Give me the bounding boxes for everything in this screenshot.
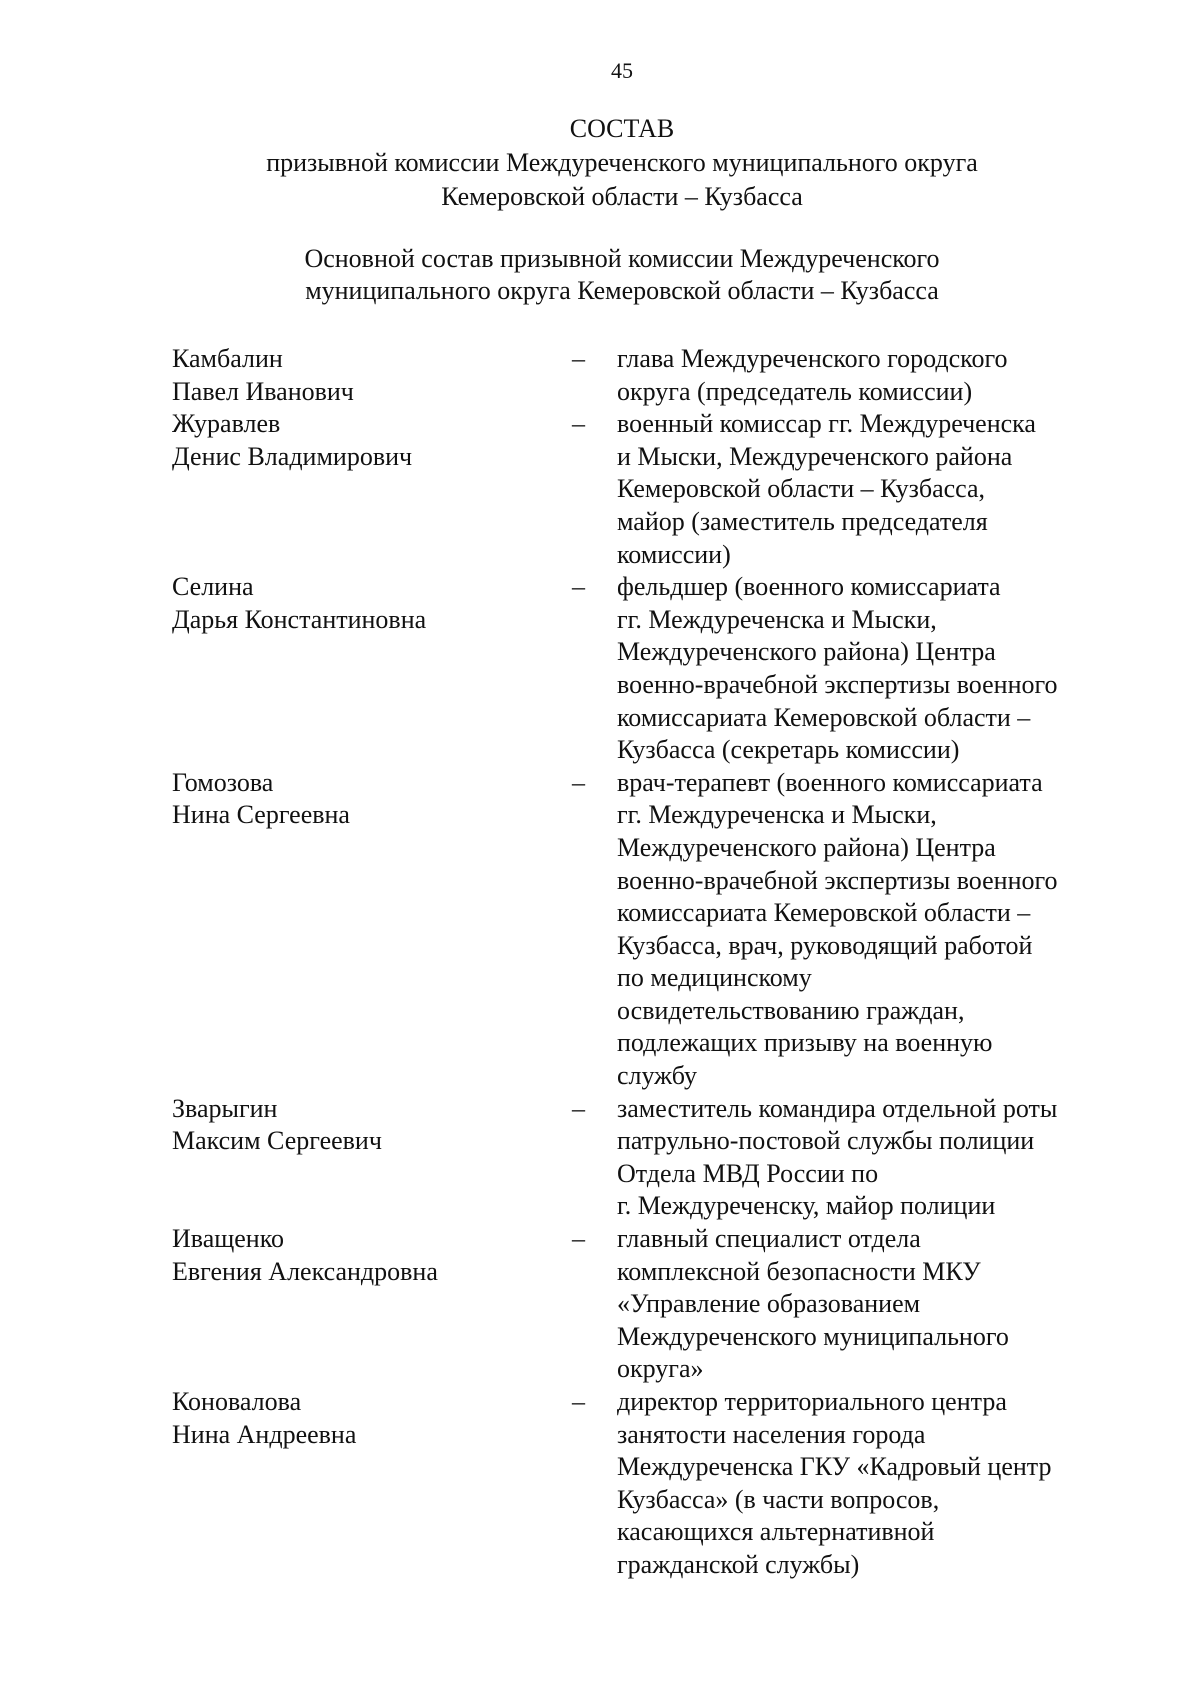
member-role-line: гг. Междуреченска и Мыски,: [617, 800, 937, 830]
member-role-line: гражданской службы): [617, 1549, 860, 1579]
member-role-line: врач-терапевт (военного комиссариата: [617, 767, 1043, 797]
member-role-line: округа»: [617, 1354, 704, 1384]
dash-separator: –: [572, 344, 585, 373]
member-role-line: Отдела МВД России по: [617, 1158, 879, 1188]
member-role: [617, 1093, 1102, 1223]
member-surname: Коновалова: [172, 1387, 302, 1416]
dash-separator: –: [572, 1224, 585, 1254]
member-given-names: Максим Сергеевич: [172, 1126, 382, 1156]
member-role: [617, 767, 1102, 1093]
member-role-line: «Управление образованием: [617, 1289, 921, 1319]
member-surname: Гомозова: [172, 767, 274, 797]
member-role: [617, 343, 1102, 408]
dash-separator: –: [572, 1387, 585, 1416]
member-role-line: главный специалист отдела: [617, 1224, 921, 1254]
member-role-line: Междуреченского района) Центра: [617, 832, 996, 862]
member-entry: [172, 343, 1102, 408]
member-role-line: Кузбасса, врач, руководящий работой: [617, 930, 1033, 960]
member-role-line: занятости населения города: [617, 1419, 926, 1449]
document-title: [0, 112, 1200, 214]
member-role-line: службу: [617, 1061, 698, 1091]
member-role-line: касающихся альтернативной: [617, 1517, 935, 1547]
member-surname: Селина: [172, 572, 254, 602]
member-entry: [172, 408, 1102, 571]
member-role-line: гг. Междуреченска и Мыски,: [617, 604, 937, 634]
member-role-line: освидетельствованию граждан,: [617, 995, 965, 1025]
member-given-names: Евгения Александровна: [172, 1256, 438, 1286]
member-entry: [172, 571, 1102, 767]
member-given-names: Павел Иванович: [172, 376, 354, 406]
member-name: [172, 1386, 572, 1451]
section-heading-line: муниципального округа Кемеровской области – Кузбасса: [305, 276, 939, 305]
member-role-line: Междуреченского муниципального: [617, 1321, 1009, 1351]
member-name: [172, 1223, 572, 1288]
member-name: [172, 767, 572, 832]
member-role: [617, 571, 1102, 767]
member-role-line: директор территориального центра: [617, 1387, 1007, 1416]
member-role-line: фельдшер (военного комиссариата: [617, 572, 1001, 602]
title-line: СОСТАВ: [569, 114, 675, 143]
dash-separator: –: [572, 767, 585, 797]
member-role: [617, 1386, 1102, 1582]
member-role-line: Кузбасса» (в части вопросов,: [617, 1484, 940, 1514]
member-role-line: Кузбасса (секретарь комиссии): [617, 735, 960, 765]
member-given-names: Дарья Константиновна: [172, 604, 427, 634]
member-role-line: глава Междуреченского городского: [617, 344, 1008, 373]
member-role-line: Междуреченского района) Центра: [617, 637, 996, 667]
member-entry: [172, 1093, 1102, 1223]
member-role-line: комиссариата Кемеровской области –: [617, 898, 1031, 928]
member-name: [172, 408, 572, 473]
dash-separator: –: [572, 409, 585, 439]
member-role-line: Кемеровской области – Кузбасса,: [617, 474, 986, 504]
member-role-line: округа (председатель комиссии): [617, 376, 973, 406]
member-role-line: комиссариата Кемеровской области –: [617, 702, 1031, 732]
member-name: [172, 1093, 572, 1158]
member-role-line: майор (заместитель председателя: [617, 506, 988, 536]
member-entry: [172, 1386, 1102, 1582]
member-surname: Журавлев: [172, 409, 281, 439]
section-heading: [0, 243, 1200, 307]
member-role-line: Междуреченска ГКУ «Кадровый центр: [617, 1452, 1052, 1482]
member-role-line: и Мыски, Междуреченского района: [617, 441, 1013, 471]
member-entry: [172, 1223, 1102, 1386]
member-entry: [172, 767, 1102, 1093]
member-role: [617, 408, 1102, 571]
title-line: Кемеровской области – Кузбасса: [441, 182, 803, 211]
member-name: [172, 343, 572, 408]
member-given-names: Денис Владимирович: [172, 441, 413, 471]
member-name: [172, 571, 572, 636]
member-role: [617, 1223, 1102, 1386]
dash-separator: –: [572, 1093, 585, 1123]
member-role-line: военно-врачебной экспертизы военного: [617, 865, 1058, 895]
member-given-names: Нина Андреевна: [172, 1419, 357, 1449]
member-role-line: заместитель командира отдельной роты: [617, 1093, 1058, 1123]
page-number: 45: [611, 58, 633, 83]
member-surname: Зварыгин: [172, 1093, 278, 1123]
member-role-line: военный комиссар гг. Междуреченска: [617, 409, 1036, 439]
section-heading-line: Основной состав призывной комиссии Междуреченского: [304, 244, 940, 273]
dash-separator: –: [572, 572, 585, 602]
title-line: призывной комиссии Междуреченского муниципального округа: [266, 148, 978, 177]
member-role-line: комиссии): [617, 539, 731, 569]
member-given-names: Нина Сергеевна: [172, 800, 350, 830]
members-list: [172, 343, 1102, 1582]
member-role-line: военно-врачебной экспертизы военного: [617, 669, 1058, 699]
member-surname: Иващенко: [172, 1224, 285, 1254]
member-role-line: патрульно-постовой службы полиции: [617, 1126, 1035, 1156]
member-role-line: г. Междуреченску, майор полиции: [617, 1191, 996, 1221]
member-role-line: по медицинскому: [617, 963, 812, 993]
member-role-line: подлежащих призыву на военную: [617, 1028, 993, 1058]
member-surname: Камбалин: [172, 344, 283, 373]
member-role-line: комплексной безопасности МКУ: [617, 1256, 981, 1286]
